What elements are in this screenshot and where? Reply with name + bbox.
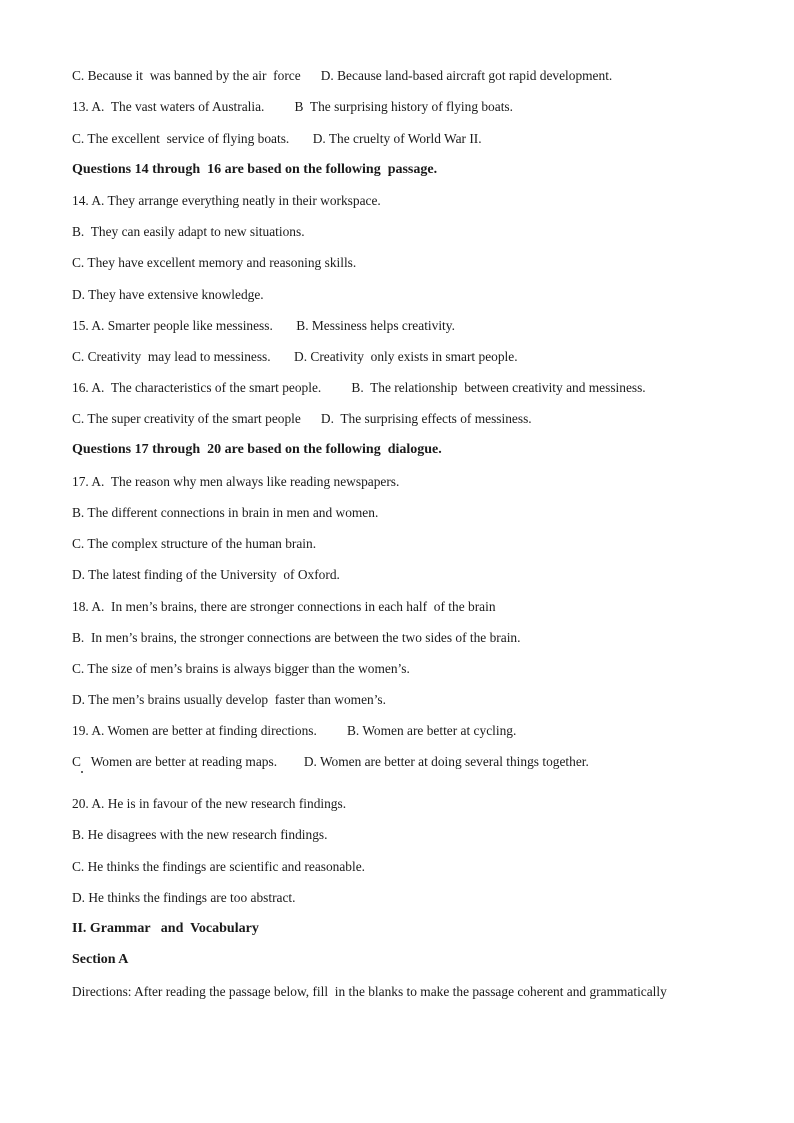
- question-15-options-ab: 15. A. Smarter people like messiness. B. Messiness helps creativity.: [72, 318, 455, 333]
- question-14-option-d: D. They have extensive knowledge.: [72, 287, 264, 302]
- part-heading-grammar-vocabulary: II. Grammar and Vocabulary: [72, 921, 259, 936]
- section-a-heading: Section A: [72, 952, 129, 967]
- question-19-options-ab: 19. A. Women are better at finding directions. B. Women are better at cycling.: [72, 723, 517, 738]
- question-17-option-b: B. The different connections in brain in men and women.: [72, 505, 379, 520]
- section-heading-14-16: Questions 14 through 16 are based on the following passage.: [72, 162, 438, 177]
- directions-text: Directions: After reading the passage below, fill in the blanks to make the passage coherent and grammatically: [72, 984, 667, 999]
- question-16-options-ab: 16. A. The characteristics of the smart people. B. The relationship between creativity and messiness.: [72, 380, 646, 395]
- question-18-option-b: B. In men’s brains, the stronger connections are between the two sides of the brain.: [72, 630, 521, 645]
- question-18-option-a: 18. A. In men’s brains, there are stronger connections in each half of the brain: [72, 599, 496, 614]
- stray-dot-mark: [81, 771, 83, 773]
- question-17-option-d: D. The latest finding of the University of Oxford.: [72, 567, 340, 582]
- question-16-options-cd: C. The super creativity of the smart people D. The surprising effects of messiness.: [72, 411, 532, 426]
- question-15-options-cd: C. Creativity may lead to messiness. D. Creativity only exists in smart people.: [72, 349, 518, 364]
- option-line-12cd: C. Because it was banned by the air force D. Because land-based aircraft got rapid development.: [72, 68, 613, 83]
- question-13-options-cd: C. The excellent service of flying boats. D. The cruelty of World War II.: [72, 131, 482, 146]
- question-13-options-ab: 13. A. The vast waters of Australia. B The surprising history of flying boats.: [72, 99, 513, 114]
- question-20-option-c: C. He thinks the findings are scientific and reasonable.: [72, 859, 366, 874]
- question-18-option-d: D. The men’s brains usually develop faster than women’s.: [72, 692, 386, 707]
- question-14-option-a: 14. A. They arrange everything neatly in their workspace.: [72, 193, 381, 208]
- question-20-option-a: 20. A. He is in favour of the new research findings.: [72, 796, 347, 811]
- question-14-option-b: B. They can easily adapt to new situations.: [72, 224, 305, 239]
- question-17-option-c: C. The complex structure of the human brain.: [72, 536, 317, 551]
- question-20-option-b: B. He disagrees with the new research findings.: [72, 827, 328, 842]
- section-heading-17-20: Questions 17 through 20 are based on the following dialogue.: [72, 442, 442, 457]
- question-20-option-d: D. He thinks the findings are too abstract.: [72, 890, 296, 905]
- question-14-option-c: C. They have excellent memory and reasoning skills.: [72, 255, 357, 270]
- question-17-option-a: 17. A. The reason why men always like reading newspapers.: [72, 474, 400, 489]
- question-19-options-cd: C Women are better at reading maps. D. Women are better at doing several things together.: [72, 754, 589, 769]
- question-18-option-c: C. The size of men’s brains is always bigger than the women’s.: [72, 661, 410, 676]
